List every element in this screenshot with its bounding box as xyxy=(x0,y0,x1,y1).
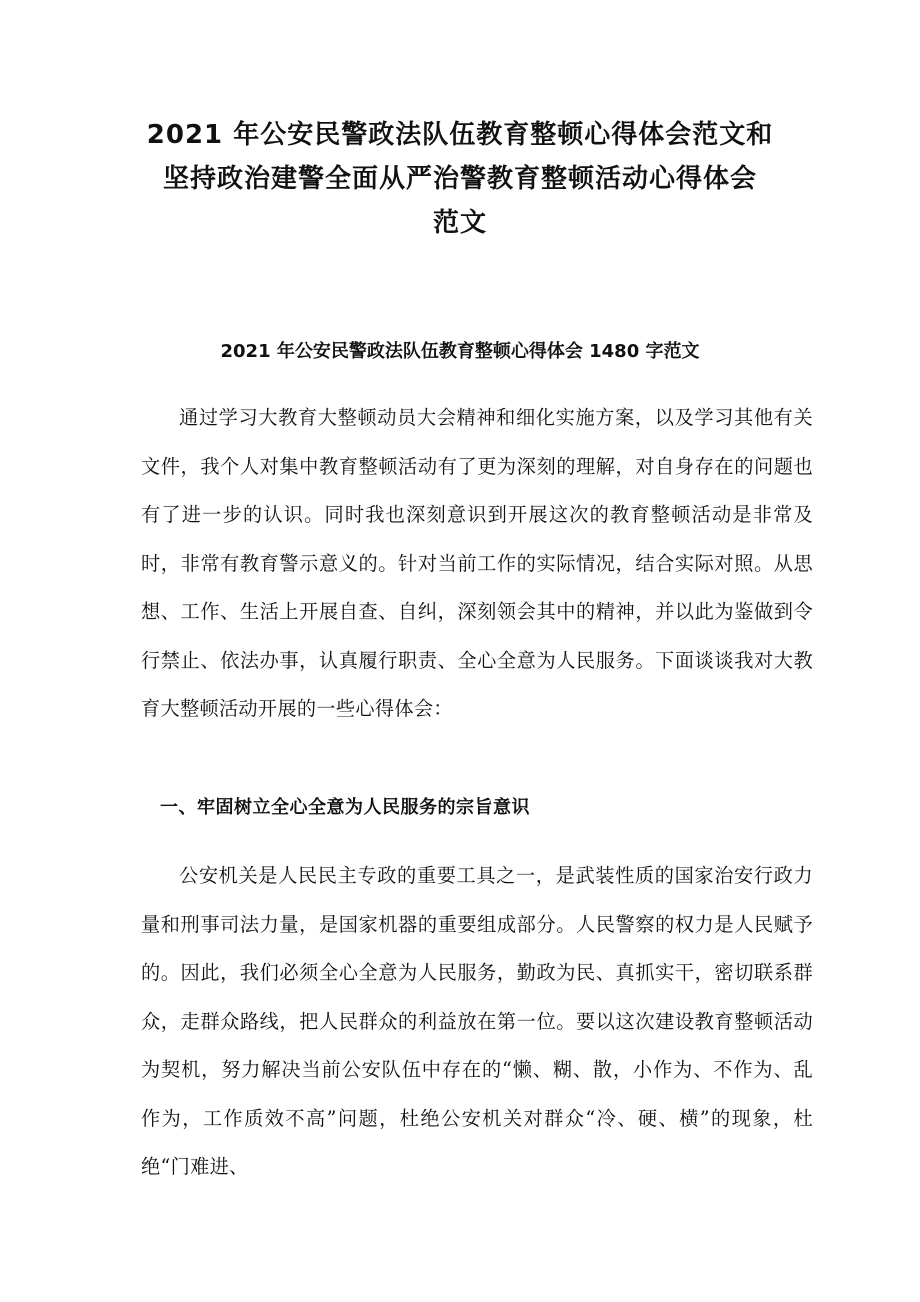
document-title-line-2: 坚持政治建警全面从严治警教育整顿活动心得体会 xyxy=(162,164,757,194)
section-heading-1: 一、牢固树立全心全意为人民服务的宗旨意识 xyxy=(160,797,530,818)
document-title-line-3: 范文 xyxy=(432,208,487,238)
document-title-line-1: 2021 年公安民警政法队伍教育整顿心得体会范文和 xyxy=(146,120,774,150)
body-paragraph-section-1: 公安机关是人民民主专政的重要工具之一，是武装性质的国家治安行政力量和刑事司法力量，是国家机器的重要组成部分。人民警察的权力是人民赋予的。因此，我们必须全心全意为人民服务，勤政为民、真抓实干，密切联系群众，走群众路线，把人民群众的利益放在第一位。要以这次建设教育整顿活动为契机，努力解决当前公安队伍中存在的“懒、糊、散，小作为、不作为、乱作为，工作质效不高”问题，杜绝公安机关对群众“冷、硬、横”的现象，杜绝“门难进、 xyxy=(141,864,813,1178)
document-title xyxy=(110,113,810,245)
article-subtitle: 2021 年公安民警政法队伍教育整顿心得体会 1480 字范文 xyxy=(220,341,700,362)
body-paragraph-intro: 通过学习大教育大整顿动员大会精神和细化实施方案，以及学习其他有关文件，我个人对集中教育整顿活动有了更为深刻的理解，对自身存在的问题也有了进一步的认识。同时我也深刻意识到开展这次的教育整顿活动是非常及时，非常有教育警示意义的。针对当前工作的实际情况，结合实际对照。从思想、工作、生活上开展自查、自纠，深刻领会其中的精神，并以此为鉴做到令行禁止、依法办事，认真履行职责、全心全意为人民服务。下面谈谈我对大教育大整顿活动开展的一些心得体会： xyxy=(141,406,813,720)
